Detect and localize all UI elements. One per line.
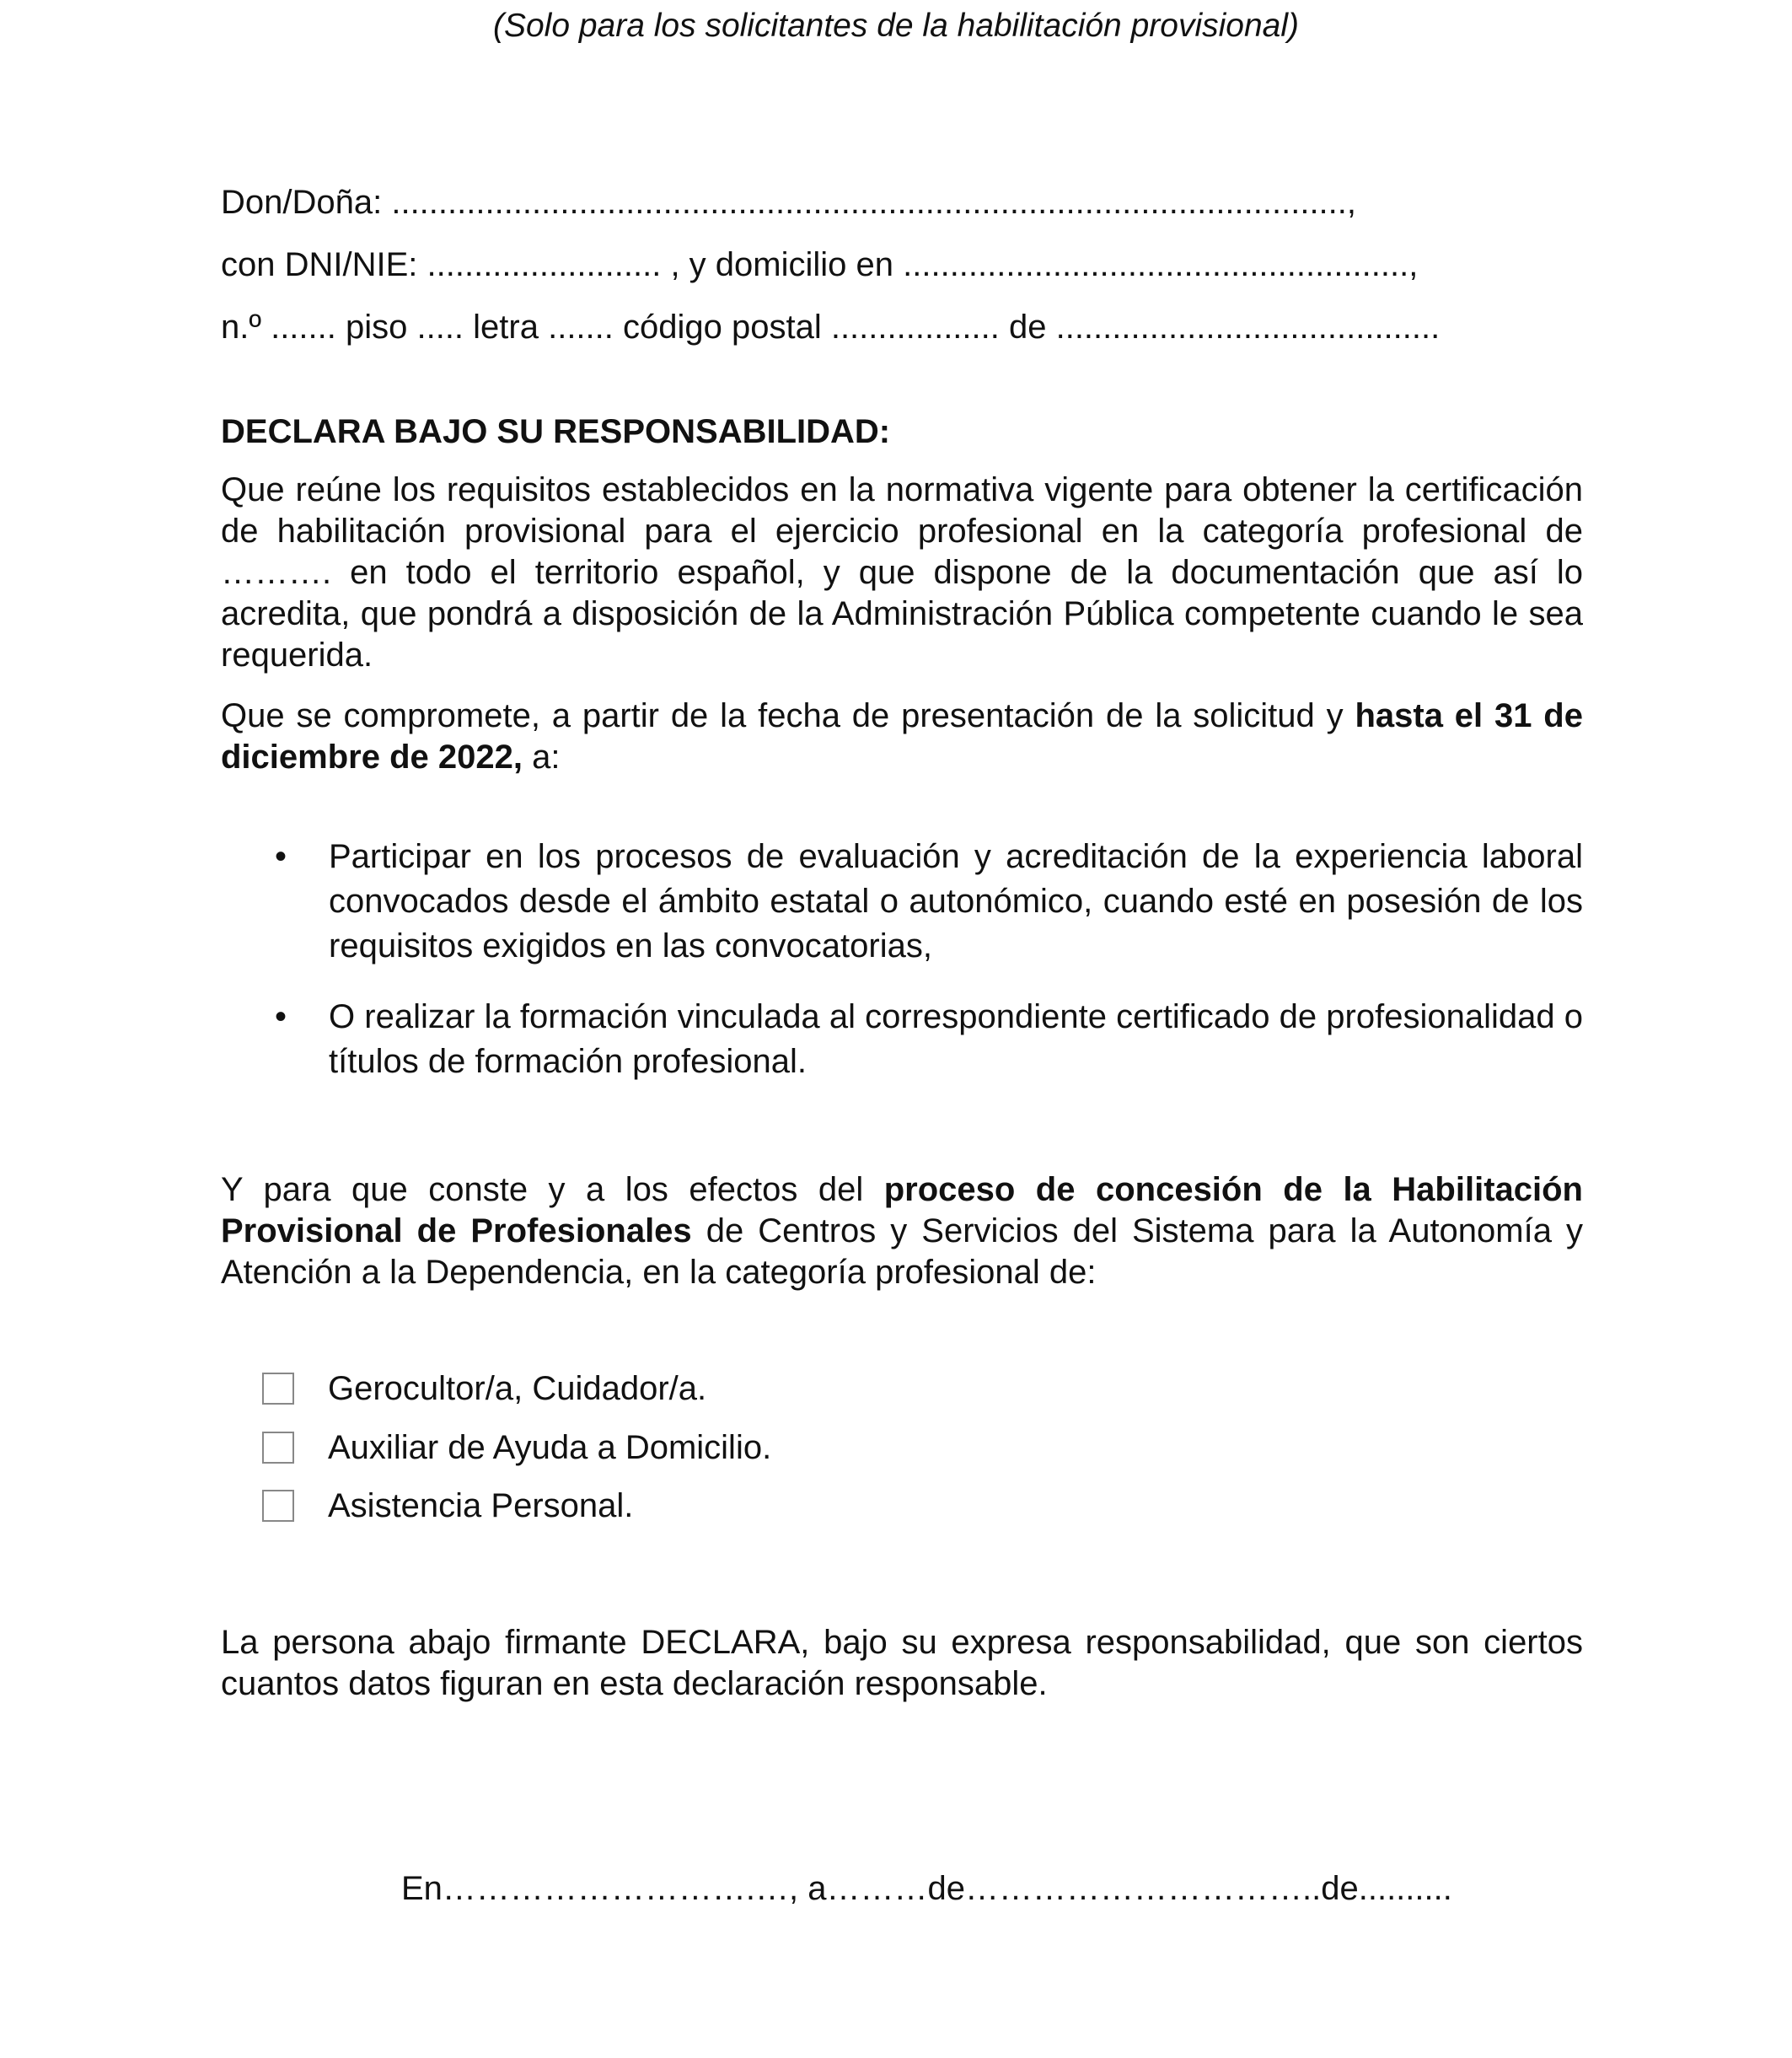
checkbox-gerocultor[interactable]: [262, 1373, 294, 1405]
applicant-address-detail-line[interactable]: n.º ....... piso ..... letra ....... código postal .................. de .........................................: [221, 309, 1441, 346]
requirements-paragraph: Que reúne los requisitos establecidos en la normativa vigente para obtener la certificación de habilitación provisional para el ejercicio profesional en la categoría profesional de ………. en todo el territorio español, y que dispone de la documentación que así lo acredita, que pondrá a disposición de la Administración Pública competente cuando le sea requerida.: [221, 471, 1583, 674]
checkbox-asistencia[interactable]: [262, 1490, 294, 1522]
commitment-text-end: a:: [522, 739, 561, 776]
commitment-evaluation-text: Participar en los procesos de evaluación y acreditación de la experiencia laboral convocados desde el ámbito estatal o autonómico, cuando esté en posesión de los requisitos exigidos en las convocatorias,: [329, 838, 1583, 965]
purpose-text-end: de Centros y Servicios del Sistema para la Autonomía y Atención a la Dependencia, en la categoría profesional de:: [221, 1212, 1583, 1291]
closing-statement: La persona abajo firmante DECLARA, bajo su expresa responsabilidad, que son ciertos cuantos datos figuran en esta declaración responsable.: [221, 1624, 1583, 1702]
applicant-id-address-line[interactable]: con DNI/NIE: ......................... , y domicilio en ......................................................,: [221, 246, 1419, 283]
category-label: Gerocultor/a, Cuidador/a.: [328, 1370, 707, 1407]
applicant-name-line[interactable]: Don/Doña: ......................................................................................................,: [221, 184, 1357, 221]
checkbox-auxiliar[interactable]: [262, 1432, 294, 1464]
place-date-line[interactable]: En……………………….…, a………de…………………………..de..........: [401, 1870, 1452, 1907]
bullet-icon: •: [275, 838, 287, 875]
category-label: Asistencia Personal.: [328, 1487, 634, 1524]
purpose-paragraph: [221, 1169, 1583, 1293]
declaration-heading: DECLARA BAJO SU RESPONSABILIDAD:: [221, 413, 891, 450]
purpose-process-name: proceso de concesión de la Habilitación Provisional de Profesionales: [221, 1171, 1583, 1249]
bullet-icon: •: [275, 998, 287, 1035]
commitment-paragraph: [221, 696, 1583, 778]
commitment-training-text: O realizar la formación vinculada al correspondiente certificado de profesionalidad o títulos de formación profesional.: [329, 998, 1583, 1080]
commitment-deadline: hasta el 31 de diciembre de 2022,: [221, 697, 1583, 776]
commitment-text-start: Que se compromete, a partir de la fecha de presentación de la solicitud y: [221, 697, 1355, 734]
purpose-text-start: Y para que conste y a los efectos del: [221, 1171, 884, 1208]
document-subtitle: (Solo para los solicitantes de la habilitación provisional): [492, 8, 1299, 44]
category-label: Auxiliar de Ayuda a Domicilio.: [328, 1429, 772, 1466]
